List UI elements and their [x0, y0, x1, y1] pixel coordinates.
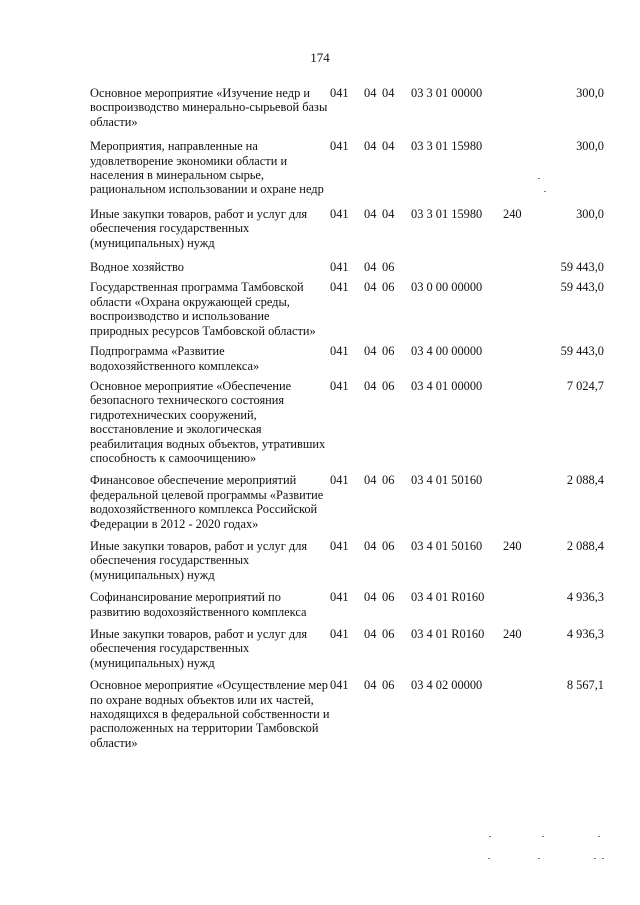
row-name: Подпрограмма «Развитие водохозяйственного комплекса» [90, 344, 260, 373]
table-row [0, 539, 640, 582]
row-pr: 06 [382, 344, 395, 359]
row-amount: 59 443,0 [560, 260, 604, 275]
row-ved: 041 [330, 206, 349, 221]
row-ved: 041 [330, 678, 349, 693]
row-pr: 04 [382, 139, 395, 154]
scan-speck [538, 858, 540, 859]
row-name: Основное мероприятие «Изучение недр и воспроизводство минерально-сырьевой базы области» [90, 86, 328, 129]
row-vr: 240 [503, 206, 522, 221]
row-rz: 04 [364, 678, 377, 693]
table-row [0, 678, 640, 750]
scan-speck [602, 858, 604, 859]
row-amount: 8 567,1 [566, 678, 604, 693]
row-rz: 04 [364, 139, 377, 154]
row-pr: 06 [382, 280, 395, 295]
row-rz: 04 [364, 538, 377, 553]
row-rz: 04 [364, 627, 377, 641]
row-csr: 03 4 01 50160 [411, 473, 483, 488]
row-amount: 59 443,0 [560, 344, 604, 359]
scan-speck [538, 178, 540, 179]
row-name: Основное мероприятие «Обеспечение безопасного технического состояния гидротехнических сооружений, восстановление и экологическая реабилитация водных объектов, утративших способность к самоочищению» [90, 378, 326, 465]
scan-speck [598, 836, 600, 837]
row-rz: 04 [364, 206, 377, 221]
row-csr: 03 3 01 15980 [411, 206, 483, 221]
row-vr: 240 [503, 627, 522, 641]
row-ved: 041 [330, 627, 349, 641]
row-pr: 06 [382, 678, 395, 693]
row-rz: 04 [364, 86, 377, 100]
row-pr: 06 [382, 627, 395, 641]
table-row [0, 590, 640, 619]
row-rz: 04 [364, 590, 377, 605]
scan-speck [594, 858, 596, 859]
row-name: Государственная программа Тамбовской области «Охрана окружающей среды, воспроизводство и использование природных ресурсов Тамбовской области» [90, 280, 316, 338]
table-row [0, 207, 640, 250]
row-rz: 04 [364, 260, 377, 275]
row-amount: 4 936,3 [566, 590, 604, 605]
row-name: Основное мероприятие «Осуществление мер по охране водных объектов или их частей, находящихся в федеральной собственности и расположенных на территории Тамбовской области» [90, 678, 330, 750]
row-name: Софинансирование мероприятий по развитию водохозяйственного комплекса [90, 590, 307, 619]
row-name: Иные закупки товаров, работ и услуг для обеспечения государственных (муниципальных) нужд [90, 206, 308, 250]
table-row [0, 473, 640, 531]
row-ved: 041 [330, 260, 349, 275]
row-amount: 59 443,0 [560, 280, 604, 295]
row-csr: 03 4 01 R0160 [411, 627, 485, 641]
row-csr: 03 4 00 00000 [411, 344, 483, 359]
row-ved: 041 [330, 538, 349, 553]
row-name: Финансовое обеспечение мероприятий федеральной целевой программы «Развитие водохозяйственного комплекса Российской Федерации в 2012 - 2020 годах» [90, 473, 324, 531]
table-row [0, 86, 640, 129]
row-csr: 03 4 02 00000 [411, 678, 483, 693]
row-pr: 06 [382, 590, 395, 605]
row-rz: 04 [364, 280, 377, 295]
row-pr: 06 [382, 473, 395, 488]
row-rz: 04 [364, 378, 377, 393]
row-csr: 03 4 01 50160 [411, 538, 483, 553]
row-ved: 041 [330, 378, 349, 393]
row-vr: 240 [503, 538, 522, 553]
row-pr: 06 [382, 260, 395, 275]
row-amount: 7 024,7 [566, 378, 604, 393]
row-ved: 041 [330, 86, 349, 100]
row-pr: 06 [382, 538, 395, 553]
table-row [0, 344, 640, 373]
row-amount: 300,0 [576, 206, 604, 221]
row-ved: 041 [330, 280, 349, 295]
scan-speck [542, 836, 544, 837]
table-row [0, 627, 640, 670]
row-csr: 03 4 01 R0160 [411, 590, 485, 605]
row-pr: 04 [382, 86, 395, 100]
row-name: Иные закупки товаров, работ и услуг для обеспечения государственных (муниципальных) нужд [90, 538, 308, 582]
row-ved: 041 [330, 473, 349, 488]
row-name: Иные закупки товаров, работ и услуг для обеспечения государственных (муниципальных) нужд [90, 627, 308, 670]
row-rz: 04 [364, 344, 377, 359]
budget-table [0, 86, 640, 750]
row-ved: 041 [330, 590, 349, 605]
row-ved: 041 [330, 139, 349, 154]
row-csr: 03 0 00 00000 [411, 280, 483, 295]
row-amount: 4 936,3 [566, 627, 604, 641]
scan-speck [488, 858, 490, 859]
table-row [0, 139, 640, 197]
row-csr: 03 4 01 00000 [411, 378, 483, 393]
row-name: Мероприятия, направленные на удовлетворение экономики области и населения в минеральном сырье, рациональном использовании и охране недр [90, 139, 324, 197]
row-name: Водное хозяйство [90, 260, 185, 275]
row-rz: 04 [364, 473, 377, 488]
table-row [0, 379, 640, 465]
scan-speck [544, 191, 546, 192]
row-csr: 03 3 01 00000 [411, 86, 483, 100]
row-pr: 04 [382, 206, 395, 221]
row-pr: 06 [382, 378, 395, 393]
page-number: 174 [310, 50, 330, 65]
scan-speck [489, 836, 491, 837]
row-amount: 300,0 [576, 139, 604, 154]
row-ved: 041 [330, 344, 349, 359]
row-amount: 2 088,4 [566, 538, 604, 553]
row-csr: 03 3 01 15980 [411, 139, 483, 154]
table-row [0, 260, 640, 274]
table-row [0, 280, 640, 338]
row-amount: 2 088,4 [566, 473, 604, 488]
row-amount: 300,0 [576, 86, 604, 100]
